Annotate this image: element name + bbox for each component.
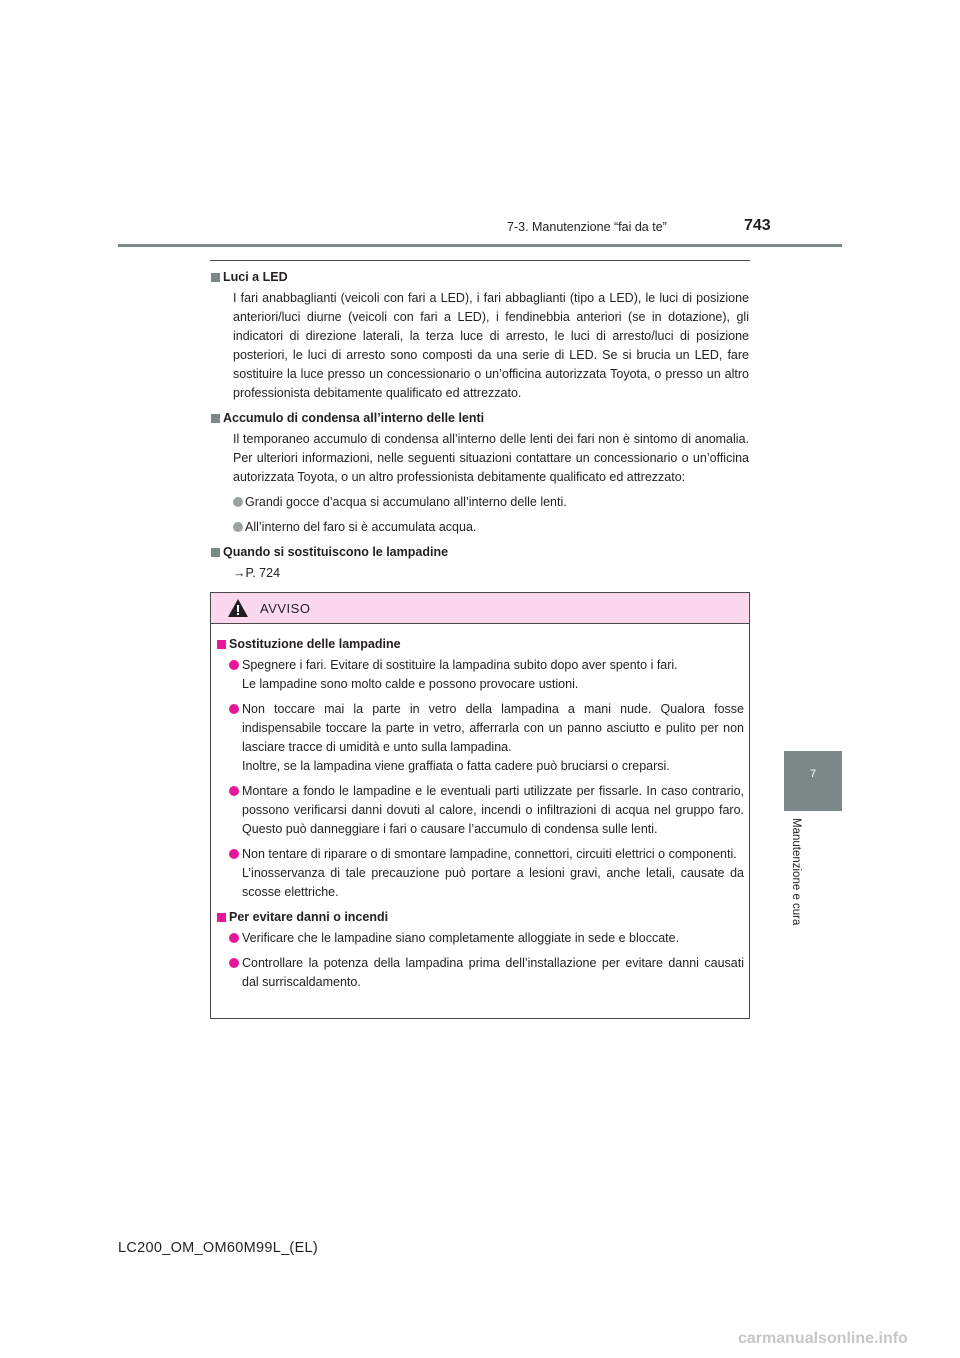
warning-body (211, 635, 749, 998)
warning-box (210, 592, 750, 1019)
document-code: LC200_OM_OM60M99L_(EL) (118, 1240, 319, 1256)
list-item-text: Grandi gocce d’acqua si accumulano all’interno delle lenti. (245, 495, 567, 509)
list-item (211, 518, 749, 537)
warning-heading-replacement (217, 635, 744, 654)
paragraph-led: I fari anabbaglianti (veicoli con fari a LED), i fari abbaglianti (tipo a LED), le luci di posizione anteriori/luci diurne (veicoli con fari a LED), i fendinebbia anteriori (se in dotazione), gli indicatori di direzione laterali, la terza luce di arresto, le luci di arresto/luci di posizione posteriori, le luci di arresto sono composti da una serie di LED. Se si brucia un LED, fare sostituire la luce presso un concessionario o un’officina autorizzata Toyota, o presso un altro professionista debitamente qualificato ed attrezzato. (233, 291, 749, 400)
warning-heading-text: Sostituzione delle lampadine (229, 637, 401, 651)
warning-triangle-icon (227, 598, 249, 618)
section-heading-text: Luci a LED (223, 270, 288, 284)
main-content (211, 268, 749, 583)
chapter-label-text: Manutenzione e cura (790, 818, 802, 926)
square-bullet-icon (217, 640, 226, 649)
circle-bullet-icon (229, 704, 239, 714)
circle-bullet-icon (229, 660, 239, 670)
list-item-text: Non tentare di riparare o di smontare lampadine, connettori, circuiti elettrici o componenti. (242, 847, 737, 861)
circle-bullet-icon (229, 849, 239, 859)
list-item-text: L’inosservanza di tale precauzione può portare a lesioni gravi, anche letali, causate da scosse elettriche. (242, 866, 744, 899)
warning-header (211, 593, 749, 624)
list-item-text: Montare a fondo le lampadine e le eventuali parti utilizzate per fissarle. In caso contrario, possono verificarsi danni dovuti al calore, incendi o infiltrazioni di acqua nel gruppo faro. Questo può danneggiare i fari o causare l’accumulo di condensa sulle lenti. (242, 784, 744, 836)
square-bullet-icon (211, 548, 220, 557)
list-item (217, 954, 744, 992)
page-number: 743 (744, 217, 771, 234)
list-item-text: Non toccare mai la parte in vetro della lampadina a mani nude. Qualora fosse indispensabile toccare la parte in vetro, afferrarla con un panno asciutto e pulito per non lasciare tracce di umidità e unto sulla lampadina. (242, 702, 744, 754)
square-bullet-icon (217, 913, 226, 922)
section-heading-condensation (211, 409, 749, 428)
circle-bullet-icon (229, 786, 239, 796)
chapter-label (790, 818, 810, 978)
list-item-text: Inoltre, se la lampadina viene graffiata o fatta cadere può bruciarsi o creparsi. (242, 759, 670, 773)
list-item (217, 845, 744, 902)
watermark-link[interactable]: carmanualsonline.info (738, 1330, 908, 1347)
square-bullet-icon (211, 414, 220, 423)
list-item-text: Spegnere i fari. Evitare di sostituire la lampadina subito dopo aver spento i fari. (242, 658, 678, 672)
circle-bullet-icon (233, 522, 243, 532)
list-item (217, 656, 744, 694)
list-item (211, 493, 749, 512)
warning-heading-damage (217, 908, 744, 927)
section-heading-text: Quando si sostituiscono le lampadine (223, 545, 449, 559)
list-item (217, 782, 744, 839)
header-rule (118, 244, 842, 247)
paragraph-condensation: Il temporaneo accumulo di condensa all’interno delle lenti dei fari non è sintomo di anomalia. Per ulteriori informazioni, nelle seguenti situazioni contattare un concessionario o un’officina autorizzata Toyota, o un altro professionista debitamente qualificato ed attrezzato: (233, 432, 749, 484)
page-reference-link[interactable]: →P. 724 (233, 566, 281, 580)
list-item (217, 929, 744, 948)
circle-bullet-icon (233, 497, 243, 507)
square-bullet-icon (211, 273, 220, 282)
circle-bullet-icon (229, 958, 239, 968)
content-rule (210, 260, 750, 261)
warning-heading-text: Per evitare danni o incendi (229, 910, 389, 924)
list-item-text: Verificare che le lampadine siano completamente alloggiate in sede e bloccate. (242, 931, 680, 945)
chapter-tab[interactable] (784, 751, 842, 811)
section-title: 7-3. Manutenzione “fai da te” (507, 220, 667, 234)
warning-title: AVVISO (260, 601, 311, 616)
list-item-text: Le lampadine sono molto calde e possono provocare ustioni. (242, 677, 579, 691)
list-item-text: Controllare la potenza della lampadina prima dell’installazione per evitare danni causati dal surriscaldamento. (242, 956, 744, 989)
list-item-text: All’interno del faro si è accumulata acqua. (245, 520, 477, 534)
list-item (217, 700, 744, 776)
section-heading-text: Accumulo di condensa all’interno delle lenti (223, 411, 485, 425)
section-heading-led (211, 268, 749, 287)
chapter-number: 7 (809, 768, 817, 780)
section-heading-bulbs (211, 543, 749, 562)
circle-bullet-icon (229, 933, 239, 943)
